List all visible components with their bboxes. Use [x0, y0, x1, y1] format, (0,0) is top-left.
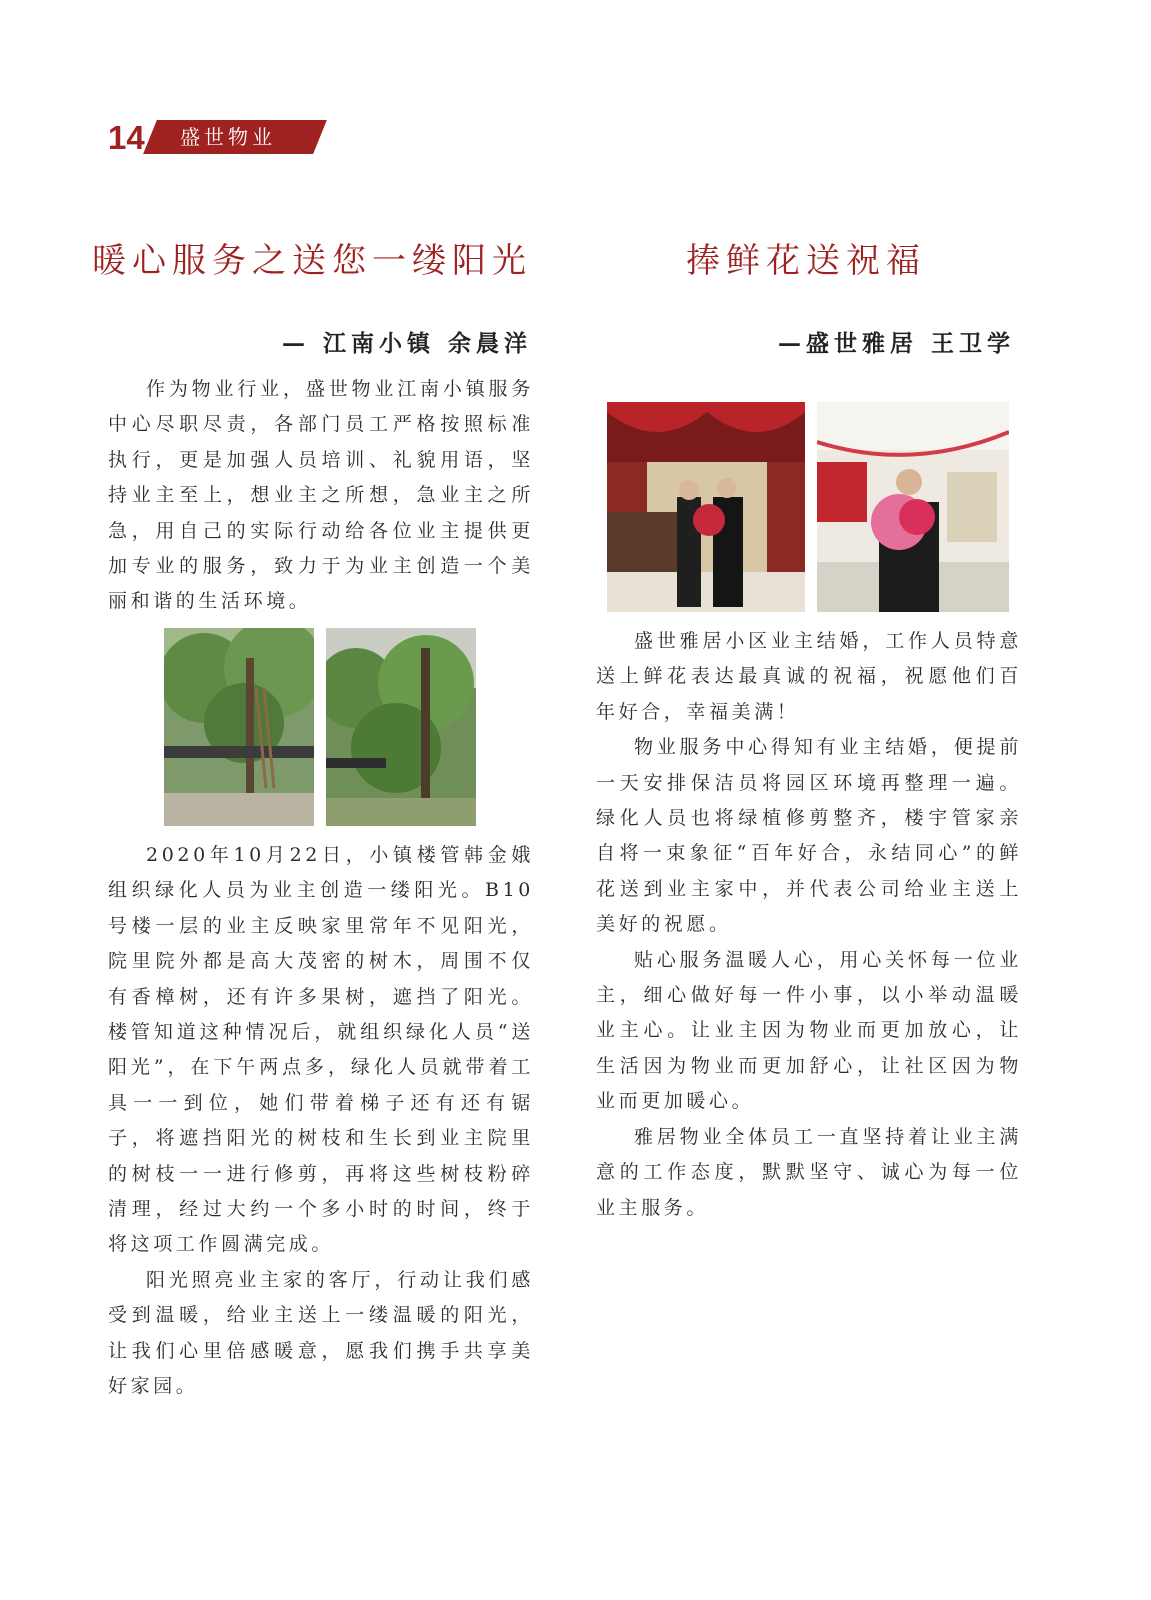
left-article-byline: — 江南小镇 余晨洋 [282, 330, 533, 357]
left-paragraph-3: 阳光照亮业主家的客厅，行动让我们感受到温暖，给业主送上一缕温暖的阳光，让我们心里倍感暖意，愿我们携手共享美好家园。 [108, 1268, 534, 1398]
tree-trimming-photo-1 [164, 628, 314, 826]
right-paragraph-2: 物业服务中心得知有业主结婚，便提前一天安排保洁员将园区环境再整理一遍。绿化人员也将绿植修剪整齐，楼宇管家亲自将一束象征“百年好合，永结同心”的鲜花送到业主家中，并代表公司给业主送上美好的祝愿。 [596, 736, 1022, 936]
left-article-photos [164, 628, 476, 826]
right-article-photos [607, 402, 1009, 612]
right-paragraph-1: 盛世雅居小区业主结婚，工作人员特意送上鲜花表达最真诚的祝福，祝愿他们百年好合，幸福美满！ [596, 630, 1022, 723]
left-paragraph-1: 作为物业行业，盛世物业江南小镇服务中心尽职尽责，各部门员工严格按照标准执行，更是加强人员培训、礼貌用语，坚持业主至上，想业主之所想，急业主之所急，用自己的实际行动给各位业主提供更加专业的服务，致力于为业主创造一个美丽和谐的生活环境。 [108, 378, 534, 613]
left-paragraph-2: 2020年10月22日，小镇楼管韩金娥组织绿化人员为业主创造一缕阳光。B10号楼一层的业主反映家里常年不见阳光，院里院外都是高大茂密的树木，周围不仅有香樟树，还有许多果树，遮挡了阳光。楼管知道这种情况后，就组织绿化人员“送阳光”，在下午两点多，绿化人员就带着工具一一到位，她们带着梯子还有还有锯子，将遮挡阳光的树枝和生长到业主院里的树枝一一进行修剪，再将这些树枝粉碎清理，经过大约一个多小时的时间，终于将这项工作圆满完成。 [108, 844, 534, 1256]
left-article-body [108, 838, 534, 1405]
section-tag-label: 盛世物业 [180, 125, 276, 149]
wedding-flowers-photo-2 [817, 402, 1009, 612]
right-article-title: 捧鲜花送祝福 [686, 241, 926, 281]
page-header [108, 118, 328, 158]
left-article-title: 暖心服务之送您一缕阳光 [92, 241, 532, 281]
tree-trimming-photo-2 [326, 628, 476, 826]
right-paragraph-3: 贴心服务温暖人心，用心关怀每一位业主，细心做好每一件小事，以小举动温暖业主心。让业主因为物业而更加放心，让生活因为物业而更加舒心，让社区因为物业而更加暖心。 [596, 948, 1022, 1113]
right-article-byline: —盛世雅居 王卫学 [778, 330, 1016, 357]
wedding-flowers-photo-1 [607, 402, 805, 612]
right-paragraph-4: 雅居物业全体员工一直坚持着让业主满意的工作态度，默默坚守、诚心为每一位业主服务。 [596, 1125, 1022, 1219]
right-article-body [596, 624, 1022, 1226]
page-number: 14 [108, 119, 145, 156]
left-article-intro [108, 372, 534, 620]
